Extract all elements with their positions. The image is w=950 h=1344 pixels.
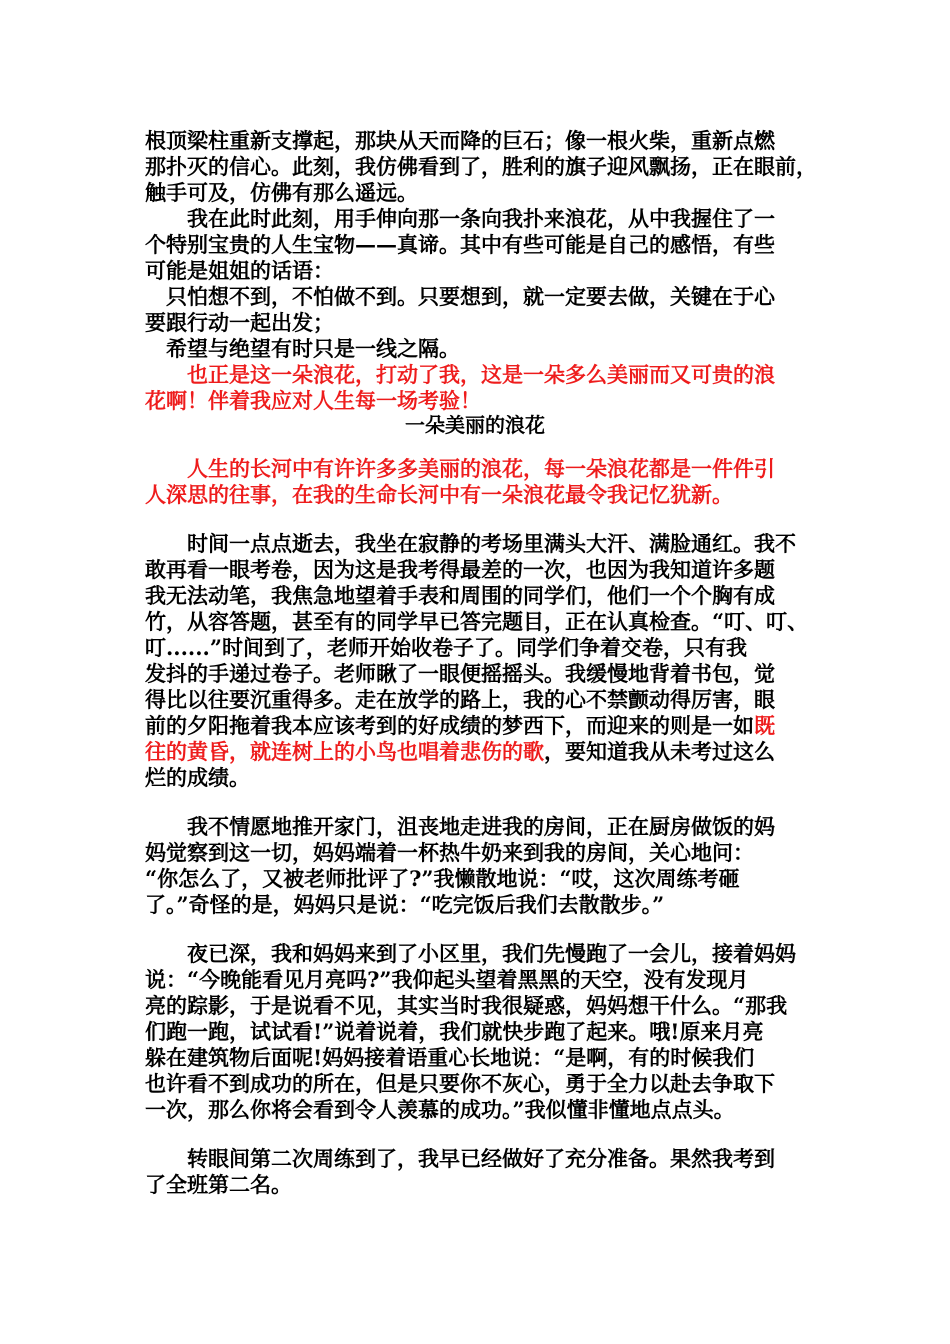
text-line: 只怕想不到，不怕做不到。只要想到，就一定要去做，关键在于心	[145, 284, 775, 309]
text-line: 我在此时此刻，用手伸向那一条向我扑来浪花，从中我握住了一	[145, 206, 775, 231]
text-line: 竹，从容答题，甚至有的同学早已答完题目，正在认真检查。“叮、叮、	[145, 609, 809, 634]
text-line: 们跑一跑，试试看!”说着说着，我们就快步跑了起来。哦!原来月亮	[145, 1019, 764, 1044]
highlight-line: 花啊！伴着我应对人生每一场考验！	[145, 388, 481, 413]
text-line: 躲在建筑物后面呢!妈妈接着语重心长地说：“是啊，有的时候我们	[145, 1045, 755, 1070]
highlight-span: 往的黄昏，就连树上的小鸟也唱着悲伤的歌	[145, 739, 544, 764]
text-line: 个特别宝贵的人生宝物——真谛。其中有些可能是自己的感悟，有些	[145, 232, 775, 257]
highlight-span: 既	[754, 713, 775, 738]
text-line: 要跟行动一起出发；	[145, 310, 334, 335]
text-line: 那扑灭的信心。此刻，我仿佛看到了，胜利的旗子迎风飘扬，正在眼前，	[145, 154, 817, 179]
essay-title: 一朵美丽的浪花	[405, 413, 545, 437]
text-line: 夜已深，我和妈妈来到了小区里，我们先慢跑了一会儿，接着妈妈	[145, 941, 796, 966]
highlight-line: 也正是这一朵浪花，打动了我，这是一朵多么美丽而又可贵的浪	[145, 362, 775, 387]
text-line: 敢再看一眼考卷，因为这是我考得最差的一次，也因为我知道许多题	[145, 557, 775, 582]
text-line: 希望与绝望有时只是一线之隔。	[145, 336, 460, 361]
text-line: 转眼间第二次周练到了，我早已经做好了充分准备。果然我考到	[145, 1146, 775, 1171]
text-line: 也许看不到成功的所在，但是只要你不灰心，勇于全力以赴去争取下	[145, 1071, 775, 1096]
text-line: 时间一点点逝去，我坐在寂静的考场里满头大汗、满脸通红。我不	[145, 531, 796, 556]
text-span: 前的夕阳拖着我本应该考到的好成绩的梦西下，而迎来的则是一如	[145, 713, 754, 738]
text-line: 烂的成绩。	[145, 765, 250, 790]
highlight-line: 人生的长河中有许许多多美丽的浪花，每一朵浪花都是一件件引	[145, 456, 775, 481]
text-line: 发抖的手递过卷子。老师瞅了一眼便摇摇头。我缓慢地背着书包，觉	[145, 661, 775, 686]
text-line	[145, 713, 775, 739]
text-line	[145, 739, 775, 765]
text-line: 一次，那么你将会看到令人羡慕的成功。”我似懂非懂地点点头。	[145, 1097, 735, 1122]
text-line: 根顶梁柱重新支撑起，那块从天而降的巨石；像一根火柴，重新点燃	[145, 128, 775, 153]
text-line: 我不情愿地推开家门，沮丧地走进我的房间，正在厨房做饭的妈	[145, 814, 775, 839]
text-line: 触手可及，仿佛有那么遥远。	[145, 180, 418, 205]
text-line: 亮的踪影，于是说看不见，其实当时我很疑惑，妈妈想干什么。“那我	[145, 993, 788, 1018]
text-line: 可能是姐姐的话语：	[145, 258, 334, 283]
text-span: ，要知道我从未考过这么	[544, 739, 775, 764]
text-line: 了全班第二名。	[145, 1172, 292, 1197]
text-line: 叮......”时间到了，老师开始收卷子了。同学们争着交卷，只有我	[145, 635, 747, 660]
text-line: 我无法动笔，我焦急地望着手表和周围的同学们，他们一个个胸有成	[145, 583, 775, 608]
text-line: 得比以往要沉重得多。走在放学的路上，我的心不禁颤动得厉害，眼	[145, 687, 775, 712]
text-line: “你怎么了，又被老师批评了?”我懒散地说：“哎，这次周练考砸	[145, 866, 740, 891]
highlight-line: 人深思的往事，在我的生命长河中有一朵浪花最令我记忆犹新。	[145, 482, 733, 507]
text-line: 说：“今晚能看见月亮吗?”我仰起头望着黑黑的天空，没有发现月	[145, 967, 749, 992]
text-line: 了。”奇怪的是，妈妈只是说：“吃完饭后我们去散散步。”	[145, 892, 665, 917]
text-line: 妈觉察到这一切，妈妈端着一杯热牛奶来到我的房间，关心地问：	[145, 840, 754, 865]
